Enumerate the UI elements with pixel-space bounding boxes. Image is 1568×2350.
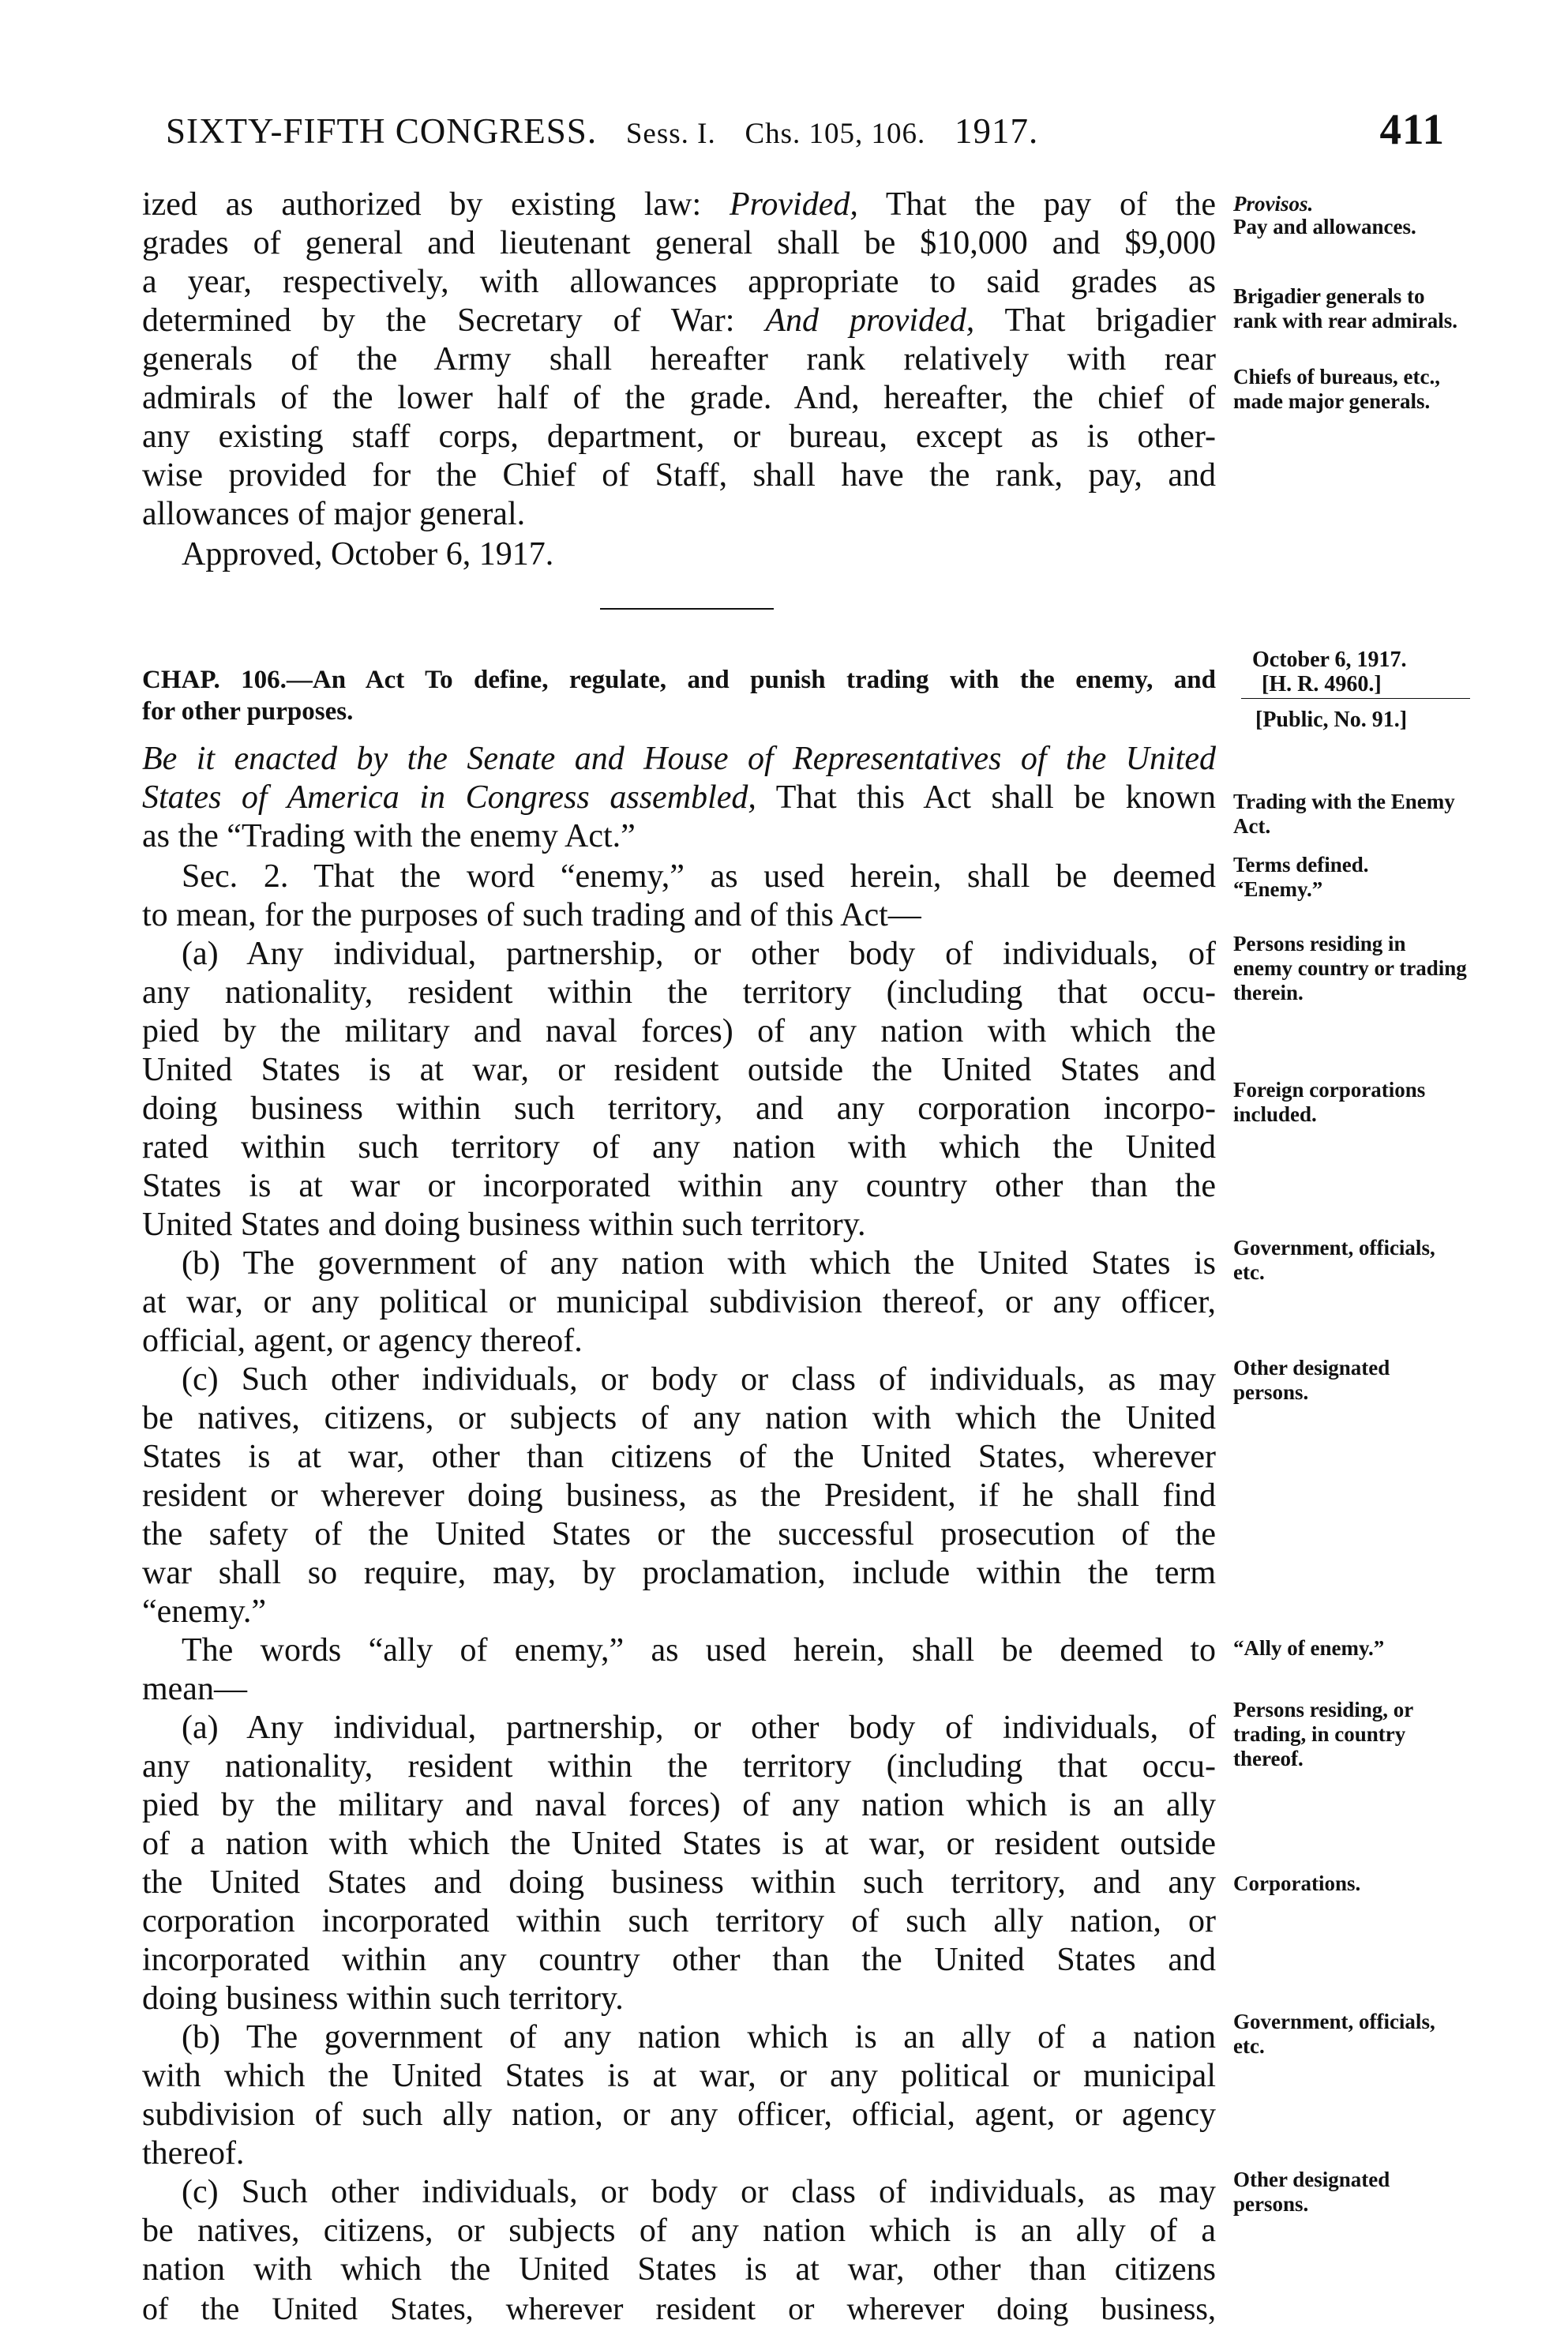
note-chiefs: Chiefs of bureaus, etc., made major generals. — [1233, 365, 1440, 413]
note-corporations: Corporations. — [1233, 1871, 1361, 1895]
ally-a-line-3: pied by the military and naval forces) of any nation which is an ally — [142, 1787, 1216, 1823]
enemy-c-line-4: resident or wherever doing business, as the President, if he shall find — [142, 1477, 1216, 1514]
header-left — [166, 111, 1038, 152]
enemy-c-line-1: (c) Such other individuals, or body or class of individuals, as may — [182, 1361, 1216, 1398]
enemy-b-line-2: at war, or any political or municipal subdivision thereof, or any officer, — [142, 1284, 1216, 1320]
note-government-1: Government, officials, etc. — [1233, 1236, 1435, 1284]
enacting-rest: That this Act shall be known — [756, 779, 1217, 816]
note-ally-of-enemy: “Ally of enemy.” — [1233, 1636, 1385, 1660]
section-rule — [600, 608, 774, 610]
opening-line-7: any existing staff corps, department, or bureau, except as is other- — [142, 419, 1216, 455]
note-foreign-corporations: Foreign corporations included. — [1233, 1078, 1426, 1126]
enemy-a-line-7: States is at war or incorporated within any country other than the — [142, 1168, 1216, 1204]
ally-b-line-2: with which the United States is at war, or any political or municipal — [142, 2058, 1216, 2094]
enemy-a-line-8: United States and doing business within such territory. — [142, 1207, 866, 1243]
provided-italic: Provided, — [729, 186, 858, 223]
opening-line-8: wise provided for the Chief of Staff, shall have the rank, pay, and — [142, 457, 1216, 494]
opening-line-5: generals of the Army shall hereafter rank relatively with rear — [142, 341, 1216, 377]
ally-a-line-2: any nationality, resident within the territory (including that occu- — [142, 1748, 1216, 1785]
ally-c-line-4: of the United States, wherever resident or wherever doing business, — [142, 2291, 1216, 2326]
sec2-line-1: Sec. 2. That the word “enemy,” as used herein, shall be deemed — [182, 858, 1216, 895]
ally-intro-line-1: The words “ally of enemy,” as used herein, shall be deemed to — [182, 1632, 1216, 1669]
chapter-public: [Public, No. 91.] — [1255, 708, 1408, 732]
congress-title: SIXTY-FIFTH CONGRESS. — [166, 111, 598, 151]
enemy-c-line-7: “enemy.” — [142, 1594, 267, 1630]
enemy-a-line-1: (a) Any individual, partnership, or other body of individuals, of — [182, 936, 1216, 972]
opening-line-4: determined by the Secretary of War: And provided, That brigadier — [142, 302, 1216, 339]
enemy-b-line-1: (b) The government of any nation with which the United States is — [182, 1245, 1216, 1282]
sec2-line-2: to mean, for the purposes of such trading and of this Act— — [142, 897, 921, 933]
ally-a-line-4: of a nation with which the United States is at war, or resident outside — [142, 1826, 1216, 1862]
opening-line-1: ized as authorized by existing law: Provided, That the pay of the — [142, 186, 1216, 223]
enemy-a-line-6: rated within such territory of any nation with which the United — [142, 1129, 1216, 1166]
ally-b-line-4: thereof. — [142, 2135, 245, 2172]
opening-line-2: grades of general and lieutenant general shall be $10,000 and $9,000 — [142, 225, 1216, 261]
enemy-c-line-3: States is at war, other than citizens of the United States, wherever — [142, 1439, 1216, 1475]
chapters-label: Chs. 105, 106. — [745, 118, 926, 150]
note-other-persons-2: Other designated persons. — [1233, 2168, 1390, 2216]
ally-c-line-3: nation with which the United States is at war, other than citizens — [142, 2251, 1216, 2288]
enemy-c-line-5: the safety of the United States or the successful prosecution of the — [142, 1516, 1216, 1552]
ally-a-line-8: doing business within such territory. — [142, 1980, 624, 2017]
note-provisos: Provisos. — [1233, 192, 1314, 216]
year-label: 1917. — [955, 111, 1039, 151]
opening-line-6: admirals of the lower half of the grade. And, hereafter, the chief of — [142, 380, 1216, 416]
enacting-italic: States of America in Congress assembled, — [142, 779, 756, 816]
note-persons-ally: Persons residing, or trading, in country thereof. — [1233, 1698, 1413, 1770]
note-persons-residing: Persons residing in enemy country or trading therein. — [1233, 932, 1467, 1004]
note-brigadier: Brigadier generals to rank with rear admirals. — [1233, 284, 1458, 332]
opening-line-3: a year, respectively, with allowances appropriate to said grades as — [142, 264, 1216, 300]
note-other-persons-1: Other designated persons. — [1233, 1356, 1390, 1404]
ally-c-line-2: be natives, citizens, or subjects of any nation which is an ally of a — [142, 2213, 1216, 2249]
note-trading-act: Trading with the Enemy Act. — [1233, 790, 1455, 838]
approved-line: Approved, October 6, 1917. — [182, 536, 554, 572]
note-terms-defined: Terms defined. — [1233, 853, 1369, 877]
ally-a-line-1: (a) Any individual, partnership, or other body of individuals, of — [182, 1710, 1216, 1746]
ally-intro-line-2: mean— — [142, 1671, 247, 1707]
ally-a-line-5: the United States and doing business within such territory, and any — [142, 1864, 1216, 1901]
and-provided-italic: And provided, — [765, 302, 975, 339]
enacting-line-3: as the “Trading with the enemy Act.” — [142, 818, 636, 854]
page-number: 411 — [1379, 105, 1445, 153]
enemy-b-line-3: official, agent, or agency thereof. — [142, 1323, 583, 1359]
ally-a-line-6: corporation incorporated within such territory of such ally nation, or — [142, 1903, 1216, 1939]
enemy-a-line-3: pied by the military and naval forces) of any nation with which the — [142, 1013, 1216, 1049]
chapter-title-line-1: CHAP. 106.—An Act To define, regulate, and punish trading with the enemy, and — [142, 666, 1216, 694]
ally-a-line-7: incorporated within any country other than the United States and — [142, 1942, 1216, 1978]
enemy-a-line-2: any nationality, resident within the territory (including that occu- — [142, 974, 1216, 1011]
chapter-title-line-2: for other purposes. — [142, 697, 354, 726]
chapter-date: October 6, 1917. — [1252, 648, 1407, 672]
enemy-a-line-4: United States is at war, or resident outside the United States and — [142, 1052, 1216, 1088]
note-enemy: “Enemy.” — [1233, 877, 1323, 901]
ally-b-line-1: (b) The government of any nation which is an ally of a nation — [182, 2019, 1216, 2055]
opening-line-9: allowances of major general. — [142, 496, 526, 532]
enacting-line-1: Be it enacted by the Senate and House of Representatives of the United — [142, 741, 1216, 777]
ally-c-line-1: (c) Such other individuals, or body or class of individuals, as may — [182, 2174, 1216, 2210]
chapter-note-rule — [1241, 698, 1470, 699]
running-header — [166, 105, 1445, 158]
note-pay: Pay and allowances. — [1233, 215, 1416, 238]
enemy-c-line-2: be natives, citizens, or subjects of any nation with which the United — [142, 1400, 1216, 1436]
enacting-line-2 — [142, 779, 1216, 817]
session-label: Sess. I. — [625, 118, 716, 150]
enemy-c-line-6: war shall so require, may, by proclamation, include within the term — [142, 1555, 1216, 1591]
ally-b-line-3: subdivision of such ally nation, or any officer, official, agent, or agency — [142, 2097, 1216, 2133]
note-government-2: Government, officials, etc. — [1233, 2010, 1435, 2058]
enemy-a-line-5: doing business within such territory, and any corporation incorpo- — [142, 1091, 1216, 1127]
chapter-bill: [H. R. 4960.] — [1262, 672, 1382, 696]
